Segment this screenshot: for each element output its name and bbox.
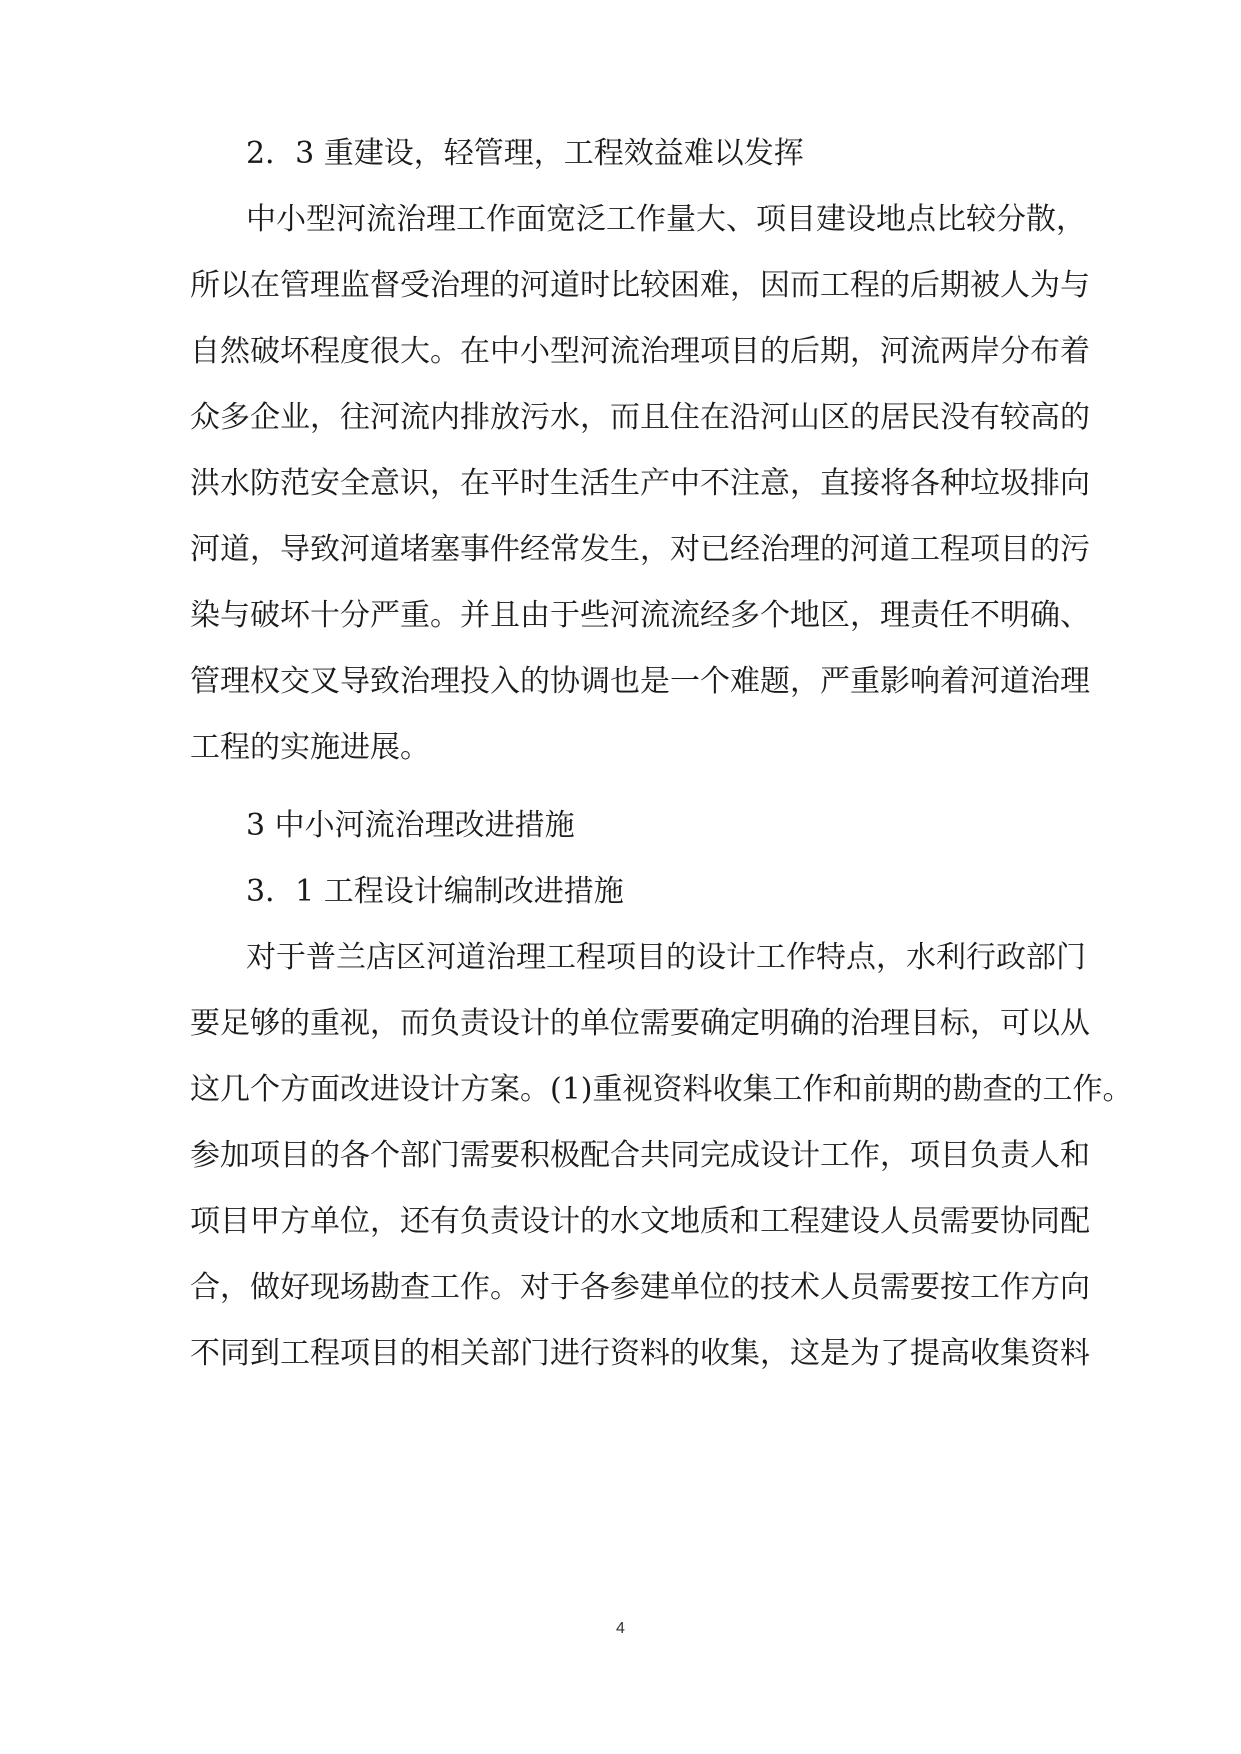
page-number: 4 xyxy=(616,1620,625,1637)
section-heading-3-1: 3．1 工程设计编制改进措施 xyxy=(246,874,624,909)
paragraph-line: 要足够的重视，而负责设计的单位需要确定明确的治理目标，可以从 xyxy=(190,1006,1090,1041)
section-heading-3: 3 中小河流治理改进措施 xyxy=(246,808,575,843)
paragraph-line: 合，做好现场勘查工作。对于各参建单位的技术人员需要按工作方向 xyxy=(190,1270,1090,1305)
paragraph-line: 工程的实施进展。 xyxy=(190,730,430,765)
paragraph-line: 不同到工程项目的相关部门进行资料的收集，这是为了提高收集资料 xyxy=(190,1336,1090,1371)
paragraph-line: 管理权交叉导致治理投入的协调也是一个难题，严重影响着河道治理 xyxy=(190,664,1090,699)
paragraph-line: 中小型河流治理工作面宽泛工作量大、项目建设地点比较分散， xyxy=(246,202,1086,237)
section-heading-2-3: 2．3 重建设，轻管理，工程效益难以发挥 xyxy=(246,136,804,171)
paragraph-line: 所以在管理监督受治理的河道时比较困难，因而工程的后期被人为与 xyxy=(190,268,1090,303)
paragraph-line: 参加项目的各个部门需要积极配合共同完成设计工作，项目负责人和 xyxy=(190,1138,1090,1173)
paragraph-line: 这几个方面改进设计方案。(1)重视资料收集工作和前期的勘查的工作。 xyxy=(190,1072,1133,1107)
paragraph-line: 项目甲方单位，还有负责设计的水文地质和工程建设人员需要协同配 xyxy=(190,1204,1090,1239)
paragraph-line: 对于普兰店区河道治理工程项目的设计工作特点，水利行政部门 xyxy=(246,940,1086,975)
paragraph-line: 众多企业，往河流内排放污水，而且住在沿河山区的居民没有较高的 xyxy=(190,400,1090,435)
paragraph-line: 染与破坏十分严重。并且由于些河流流经多个地区，理责任不明确、 xyxy=(190,598,1090,633)
paragraph-line: 河道，导致河道堵塞事件经常发生，对已经治理的河道工程项目的污 xyxy=(190,532,1090,567)
paragraph-line: 自然破坏程度很大。在中小型河流治理项目的后期，河流两岸分布着 xyxy=(190,334,1090,369)
paragraph-line: 洪水防范安全意识，在平时生活生产中不注意，直接将各种垃圾排向 xyxy=(190,466,1090,501)
